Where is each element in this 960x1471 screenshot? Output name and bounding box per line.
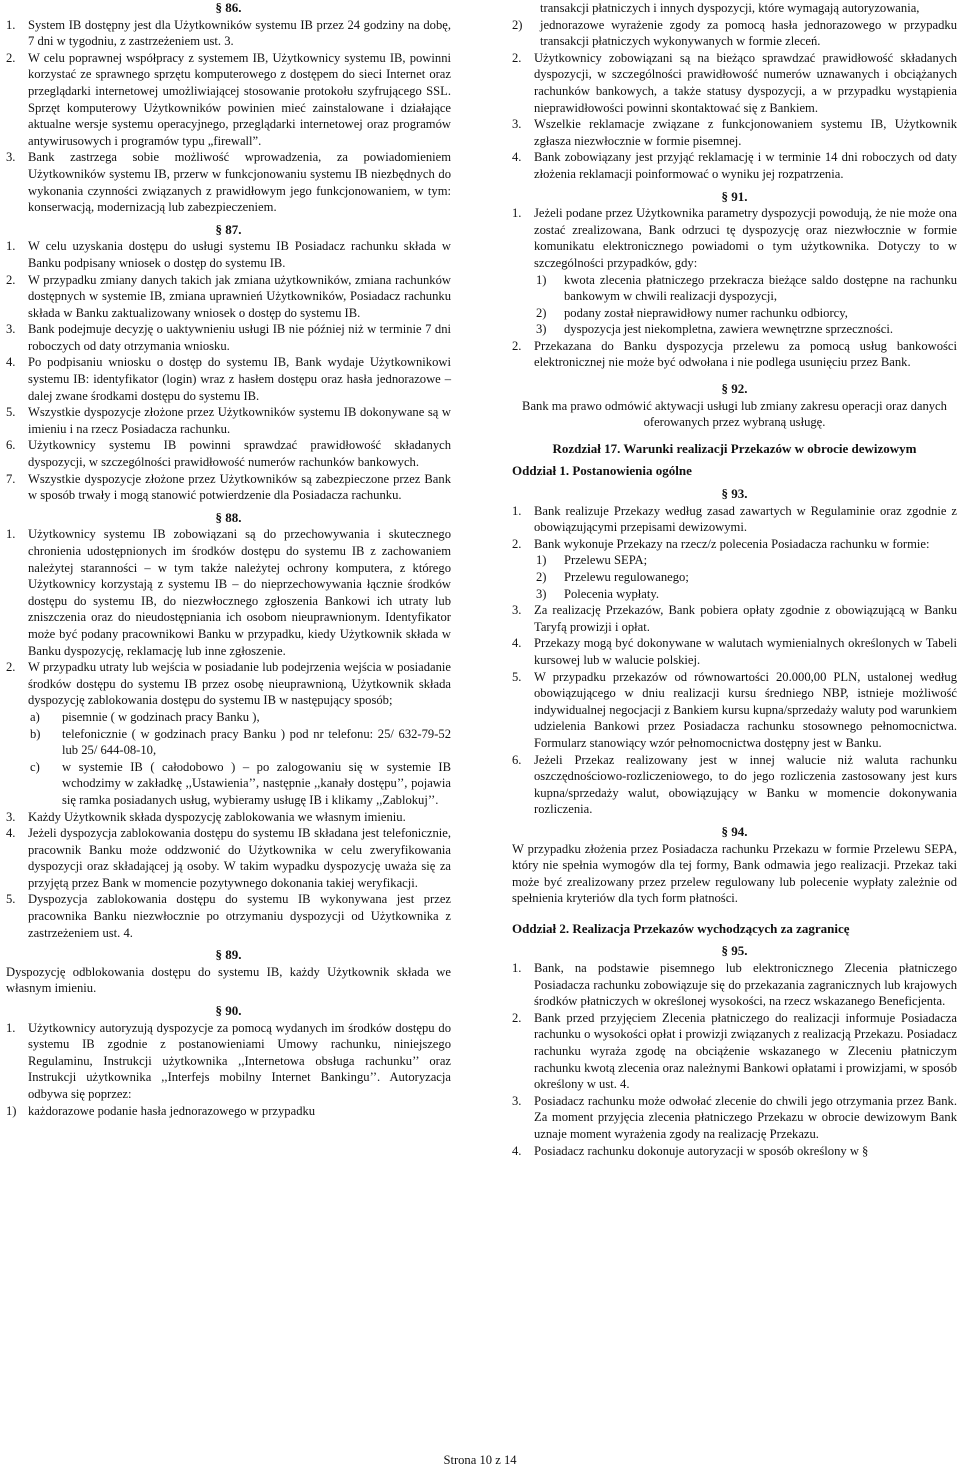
right-column: [512, 0, 957, 1159]
list-item: [6, 149, 451, 215]
list-item: [6, 825, 451, 891]
list-item: [512, 960, 957, 1010]
list-item-text: Posiadacz rachunku dokonuje autoryzacji w sposób określony w §: [534, 1143, 869, 1158]
list-item-number: 3.: [512, 117, 522, 132]
section-90-sub-2: 2) jednorazowe wyrażenie zgody za pomocą hasła jednorazowego w przypadku transakcji płatniczych wykonywanych w formie zleceń.: [512, 17, 957, 49]
list-item-number: 3): [536, 586, 547, 601]
section-87-items: [6, 238, 451, 504]
section-87-heading: § 87.: [215, 221, 242, 237]
list-item-number: c): [30, 759, 40, 774]
list-item: [512, 602, 957, 635]
list-item-number: 1.: [512, 961, 522, 976]
list-item-text: Przekazy mogą być dokonywane w walutach wymienialnych określonych w Tabeli kursowej lub w walucie polskiej.: [534, 636, 957, 667]
section-88-heading: § 88.: [215, 509, 242, 525]
section-88-item-1: 1. Użytkownicy systemu IB zobowiązani są do przechowywania i skutecznego chronienia udostępnionych im środków dostępu do systemu IB z zachowaniem należytej staranności – w tym także należytej ochrony komputera, z którego Użytkownicy korzystają z systemu IB – do nieprzechowywania łącznie środków dostępu do systemu IB, do niezwłocznego zgłoszenia Bankowi ich utraty lub zniszczenia oraz do nieudostępniania ich osobom nieuprawnionym. Identyfikator może być podany pracownikowi Banku w przypadku, kiedy Użytkownik składa w Banku dyspozycję, reklamację lub inne zgłoszenie.: [6, 527, 451, 658]
section-90-continued: transakcji płatniczych i innych dyspozycji, które wymagają autoryzowania,: [540, 1, 920, 15]
list-item-number: 6.: [6, 438, 16, 453]
list-item-number: b): [30, 726, 41, 741]
list-item: [512, 669, 957, 752]
list-item-number: 4.: [512, 636, 522, 651]
list-item-number: 3.: [6, 150, 16, 165]
list-item-text: Jeżeli dyspozycja zablokowania dostępu do systemu IB składana jest telefonicznie, pracownik Banku może oddzwonić do Użytkownika w celu zweryfikowania dyspozycji oraz składającej ją osoby. W takim wypadku dyspozycję uważa się za przyjętą przez Bank w momencie pozytywnego dokonania takiej weryfikacji.: [28, 826, 451, 890]
list-item-text: Polecenia wypłaty.: [564, 586, 660, 601]
section-92-heading: § 92.: [721, 381, 748, 397]
list-item: [512, 1010, 957, 1093]
list-item-text: Przelewu SEPA;: [564, 553, 648, 568]
list-item-text: Użytkownicy zobowiązani są na bieżąco sprawdzać prawidłowość składanych dyspozycji, w szczególności prawidłowość numerów uznawanych i obciążanych rachunków bankowych, a także statusy dyspozycji, a w przypadku wystąpienia nieprawidłowości powinni skontaktować się z Bankiem.: [534, 50, 957, 115]
left-column: [6, 0, 451, 1119]
list-item-text: pisemnie ( w godzinach pracy Banku ),: [62, 709, 260, 724]
list-item-number: 2.: [512, 1010, 522, 1025]
list-item: [6, 891, 451, 941]
list-item-number: 1.: [6, 239, 16, 254]
section-91-item-1: 1. Jeżeli podane przez Użytkownika parametry dyspozycji powodują, że nie może ona zostać zrealizowana, Bank odrzuci tę dyspozycję oraz niezwłocznie w formie komunikatu elektronicznego powiadomi o tym użytkownika. Dotyczy to w szczególności przypadków, gdy:: [512, 206, 957, 270]
sub-list-item: [536, 272, 957, 305]
section-93-item-2: 2. Bank wykonuje Przekazy na rzecz/z polecenia Posiadacza rachunku w formie:: [512, 536, 930, 551]
list-item-number: 6.: [512, 752, 522, 767]
list-item-number: 3.: [6, 809, 16, 824]
list-item-text: Bank, na podstawie pisemnego lub elektronicznego Zlecenia płatniczego Posiadacza rachunku zobowiązuje się do przekazania zagranicznych lub krajowych środków płatniczych w określonej wysokości, na rzecz wskazanego Beneficjenta.: [534, 961, 957, 1009]
list-item: [512, 1093, 957, 1143]
list-item-text: dyspozycja jest niekompletna, zawiera wewnętrzne sprzeczności.: [564, 322, 894, 337]
list-item: [512, 752, 957, 818]
list-item-number: 2): [536, 570, 547, 584]
list-item: [6, 437, 451, 470]
list-item-text: W celu uzyskania dostępu do usługi systemu IB Posiadacz rachunku składa w Banku podpisany wniosek o dostęp do systemu IB.: [28, 239, 451, 270]
list-item-number: 1): [536, 272, 547, 287]
list-item-text: Bank przed przyjęciem Zlecenia płatniczego do realizacji informuje Posiadacza rachunku o wysokości opłat i prowizji związanych z realizacją Przekazu. Posiadacz rachunku wyraża zgodę na obciążenie wskazanego w Zleceniu płatniczym rachunku kwotą zlecenia oraz należnymi Bankowi opłatami i prowizjami, w sposób określony w ust. 4.: [534, 1010, 957, 1092]
section-93-item-1: 1. Bank realizuje Przekazy według zasad zawartych w Regulaminie oraz zgodnie z obowiązującymi przepisami dewizowymi.: [512, 503, 957, 535]
list-item-number: 7.: [6, 471, 16, 486]
list-item: [512, 50, 957, 116]
list-item-text: W celu poprawnej współpracy z systemem IB, Użytkownicy systemu IB, powinni korzystać ze sprawnego sprzętu komputerowego z dostępem do sieci Internet oraz przeglądarki internetowej umożliwiającej stosowanie protokołu szyfrującego SSL. Sprzęt komputerowy Użytkowników powinien mieć zainstalowane i działające aktualne wersje systemu operacyjnego, przeglądarki internetowej oraz programów antywirusowych i programów typu „firewall”.: [28, 50, 451, 148]
chapter-17-heading: Rozdział 17. Warunki realizacji Przekazów w obrocie dewizowym: [552, 440, 917, 456]
list-item-text: Za realizację Przekazów, Bank pobiera opłaty zgodnie z obowiązującą w Banku Taryfą prowizji i opłat.: [534, 603, 957, 634]
list-item: [6, 238, 451, 271]
list-item-text: Bank zastrzega sobie możliwość wprowadzenia, za powiadomieniem Użytkowników systemu IB, przerw w funkcjonowaniu systemu IB niezbędnych do wykonania czynności związanych z prawidłowym jego funkcjonowaniem, w tym: konserwacją, modernizacją lub zabezpieczeniem.: [28, 150, 451, 215]
department-2-heading: Oddział 2. Realizacja Przekazów wychodzących za zagranicę: [512, 920, 850, 936]
list-item-number: 3): [536, 322, 547, 337]
section-86-heading: § 86.: [215, 0, 242, 15]
list-item-text: telefonicznie ( w godzinach pracy Banku ) pod nr telefonu: 25/ 632-79-52 lub 25/ 644-08-10,: [62, 726, 451, 758]
section-88-item-2: 2. W przypadku utraty lub wejścia w posiadanie lub podejrzenia wejścia w posiadanie środków dostępu do systemu IB przez osobę nieuprawnioną, Użytkownik składa dyspozycję zablokowania dostępu do systemu IB w następujący sposób;: [6, 660, 451, 708]
list-item-text: System IB dostępny jest dla Użytkowników systemu IB przez 24 godziny na dobę, 7 dni w tygodniu, z zastrzeżeniem ust. 3.: [28, 17, 451, 49]
list-item-text: Po podpisaniu wniosku o dostęp do systemu IB, Bank wydaje Użytkownikowi systemu IB: identyfikator (login) wraz z hasłem dostępu oraz hasła jednorazowe – dalej zwane środkami dostępu do systemu IB.: [28, 355, 451, 403]
section-94-heading: § 94.: [721, 823, 748, 839]
list-item-number: 2.: [512, 50, 522, 65]
list-item-text: Wszystkie dyspozycje złożone przez Użytkowników systemu IB dokonywane są w imieniu i na rzecz Posiadacza rachunku.: [28, 405, 451, 436]
list-item: [6, 471, 451, 504]
sub-list-item: [536, 305, 957, 322]
sub-list-item: [30, 709, 451, 726]
section-91-item-2: 2. Przekazana do Banku dyspozycja przelewu za pomocą usług bankowości elektronicznej nie może być odwołana i nie podlega usunięciu przez Bank.: [512, 338, 957, 370]
sub-list-item: [536, 586, 957, 603]
section-88-subitems: [6, 709, 451, 809]
sub-list-item: [30, 726, 451, 759]
list-item-number: 4.: [6, 826, 16, 841]
list-item-text: kwota zlecenia płatniczego przekracza bieżące saldo dostępne na rachunku bankowym w chwili realizacji dyspozycji,: [564, 272, 957, 304]
list-item-number: 4.: [512, 1143, 522, 1158]
list-item: [512, 116, 957, 149]
list-item: [6, 404, 451, 437]
sub-list-item: [536, 321, 957, 338]
list-item: [6, 50, 451, 150]
section-91-heading: § 91.: [721, 188, 748, 204]
section-90-sub-1: 1) każdorazowe podanie hasła jednorazowego w przypadku: [6, 1103, 316, 1118]
department-1-heading: Oddział 1. Postanowienia ogólne: [512, 463, 692, 479]
section-95-items: [512, 960, 957, 1159]
list-item: [6, 272, 451, 322]
list-item-number: 5.: [512, 669, 522, 684]
list-item-text: Bank zobowiązany jest przyjąć reklamację i w terminie 14 dni roboczych od daty złożenia reklamacji poinformować o wyniku jej rozpatrzenia.: [534, 150, 957, 181]
sub-list-item: [536, 552, 957, 569]
section-86-items: [6, 17, 451, 216]
list-item-number: 4.: [6, 355, 16, 370]
list-item-text: Bank podejmuje decyzję o uaktywnieniu usługi IB nie później niż w terminie 7 dni roboczych od daty otrzymania wniosku.: [28, 322, 451, 353]
list-item-text: Każdy Użytkownik składa dyspozycję zablokowania we własnym imieniu.: [28, 809, 406, 824]
section-90-items-continued: [512, 50, 957, 183]
section-94-text: W przypadku złożenia przez Posiadacza rachunku Przekazu w formie Przelewu SEPA, który nie spełnia wymogów dla tej formy, Bank odmawia jego realizacji. Przekaz taki może być zrealizowany przez przelew regulowany lub polecenie wypłaty zależnie od spełnienia kryteriów dla tych form płatności.: [512, 841, 957, 906]
section-92-text: Bank ma prawo odmówić aktywacji usługi lub zmiany zakresu operacji oraz danych oferowanych przez wybraną usługę.: [522, 398, 947, 430]
list-item-text: Jeżeli Przekaz realizowany jest w innej walucie niż waluta rachunku oszczędnościowo-rozliczeniowego, to do jego rozliczenia zastosowany jest kurs kupna/sprzedaży walut, obowiązujący w Banku w momencie dokonywania rozliczenia.: [534, 752, 957, 817]
list-item-number: 5.: [6, 405, 16, 420]
list-item-number: 2): [536, 305, 547, 320]
list-item-text: Wszystkie dyspozycje złożone przez Użytkowników są zabezpieczone przez Bank w sposób trwały i mogą stanowić potwierdzenie dla Posiadacza rachunku.: [28, 471, 451, 503]
list-item-text: Dyspozycja zablokowania dostępu do systemu IB wykonywana jest przez pracownika Banku niezwłocznie po otrzymaniu dyspozycji od Użytkownika z zastrzeżeniem ust. 4.: [28, 892, 451, 940]
list-item-number: 4.: [512, 150, 522, 165]
list-item: [6, 354, 451, 404]
page-number: Strona 10 z 14: [443, 1453, 517, 1467]
list-item-number: 2.: [6, 50, 16, 65]
section-89-text: Dyspozycję odblokowania dostępu do systemu IB, każdy Użytkownik składa we własnym imieniu.: [6, 964, 451, 996]
list-item-text: Posiadacz rachunku może odwołać zlecenie do chwili jego otrzymania przez Bank. Za moment przyjęcia zlecenia płatniczego Przekazu w obrocie dewizowym Bank uznaje moment wyrażenia zgody na realizację Przekazu.: [534, 1093, 957, 1141]
sub-list-item: [30, 759, 451, 809]
list-item: [6, 809, 451, 826]
section-91-subitems: [512, 272, 957, 338]
list-item-number: a): [30, 709, 40, 724]
list-item-number: 3.: [512, 603, 522, 618]
section-90-item-1: 1. Użytkownicy autoryzują dyspozycje za pomocą wydanych im środków dostępu do systemu IB zgodnie z postanowieniami Umowy rachunku, niniejszego Regulaminu, Instrukcji użytkownika ,,Internetowa obsługa rachunku’’ oraz Instrukcji użytkownika ,,Interfejs mobilny Internet Bankingu’’. Autoryzacja odbywa się poprzez:: [6, 1020, 451, 1101]
sub-list-item: [536, 569, 957, 586]
list-item-number: 2.: [6, 272, 16, 287]
list-item-text: podany został nieprawidłowy numer rachunku odbiorcy,: [564, 305, 848, 320]
list-item-text: W przypadku przekazów od równowartości 20.000,00 PLN, ustalonej według obowiązującego w dniu realizacji kursu średniego NBP, istnieje możliwość indywidualnej negocjacji z Bankiem kursu kupna/sprzedaży waluty pod warunkiem udzielenia Bankowi przez Posiadacza rachunku stosownego pełnomocnictwa. Formularz stanowiący wzór pełnomocnictwa dostępny jest w Banku.: [534, 669, 957, 750]
section-93-heading: § 93.: [721, 486, 748, 502]
list-item-number: 3.: [512, 1093, 522, 1108]
list-item: [512, 1143, 957, 1160]
list-item: [512, 635, 957, 668]
list-item-number: 1): [536, 553, 547, 568]
list-item-text: Przelewu regulowanego;: [564, 570, 689, 584]
list-item: [6, 17, 451, 50]
list-item: [6, 321, 451, 354]
list-item-text: w systemie IB ( całodobowo ) – po zalogowaniu się w systemie IB wchodzimy w zakładkę ,,Ustawienia’’, następnie ,,kanały dostępu’’, pojawia się ramka posiadanych usług, wybieramy usługę IB i klikamy ,,Zablokuj’’.: [62, 759, 451, 807]
list-item: [512, 149, 957, 182]
section-95-heading: § 95.: [721, 943, 748, 959]
list-item-text: W przypadku zmiany danych takich jak zmiana użytkowników, zmiana rachunków dostępnych w systemie IB, zmiana uprawnień Użytkowników, Posiadacz rachunku składa w Banku zaktualizowany wniosek o dostęp do systemu IB.: [28, 272, 451, 320]
list-item-number: 1.: [6, 17, 16, 32]
section-90-heading: § 90.: [215, 1003, 242, 1019]
list-item-number: 3.: [6, 322, 16, 337]
section-93-items-after: [512, 602, 957, 818]
list-item-number: 5.: [6, 892, 16, 907]
section-93-subitems: [512, 552, 957, 602]
list-item-text: Użytkownicy systemu IB powinni sprawdzać prawidłowość składanych dyspozycji, w szczególności prawidłowość numerów rachunków bankowych.: [28, 438, 451, 470]
list-item-text: Wszelkie reklamacje związane z funkcjonowaniem systemu IB, Użytkownik zgłasza niezwłocznie w formie pisemnej.: [534, 117, 957, 148]
section-88-items-after: [6, 809, 451, 942]
section-89-heading: § 89.: [215, 947, 242, 963]
